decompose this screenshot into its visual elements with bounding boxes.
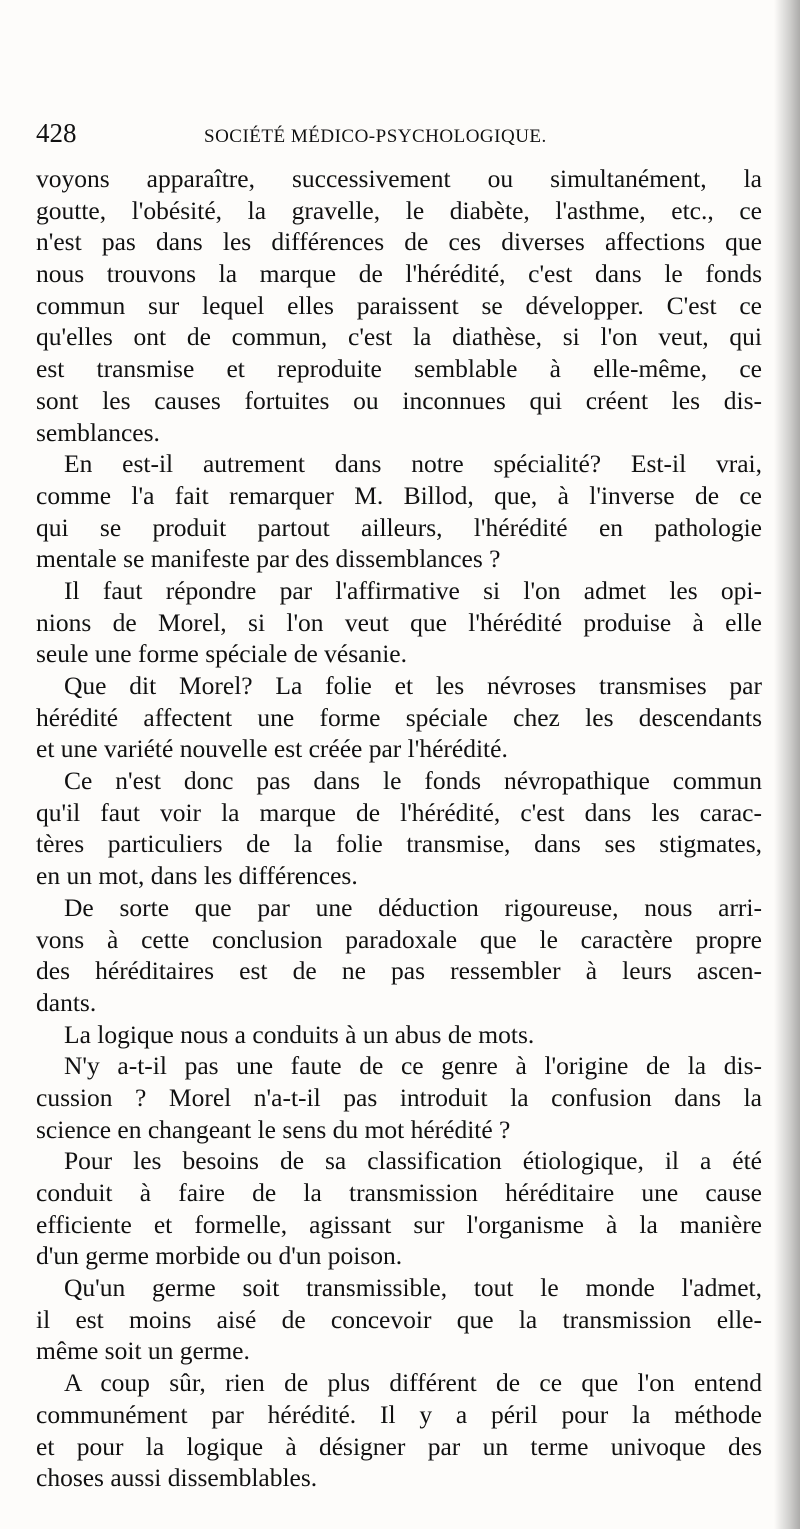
running-head: SOCIÉTÉ MÉDICO-PSYCHOLOGIQUE. — [204, 126, 547, 147]
text-line: goutte, l'obésité, la gravelle, le diabète, l'asthme, etc., ce — [36, 195, 762, 225]
text-line: voyons apparaître, successivement ou simultanément, la — [36, 164, 762, 193]
text-line: est transmise et reproduite semblable à elle-même, ce — [36, 354, 762, 384]
text-line: Il faut répondre par l'affirmative si l'on admet les opi- — [64, 575, 762, 605]
text-line: nions de Morel, si l'on veut que l'hérédité produise à elle — [36, 607, 762, 637]
page-number: 428 — [36, 118, 77, 148]
text-line: et pour la logique à désigner par un terme univoque des — [36, 1431, 762, 1461]
text-line: efficiente et formelle, agissant sur l'organisme à la manière — [36, 1209, 762, 1239]
text-line: De sorte que par une déduction rigoureuse, nous arri- — [64, 892, 762, 922]
text-line: des héréditaires est de ne pas ressembler à leurs ascen- — [36, 956, 762, 986]
text-line: qu'il faut voir la marque de l'hérédité, c'est dans les carac- — [36, 797, 762, 827]
text-line: d'un germe morbide ou d'un poison. — [36, 1241, 403, 1271]
text-line: et une variété nouvelle est créée par l'hérédité. — [36, 734, 508, 764]
text-line: communément par hérédité. Il y a péril pour la méthode — [36, 1399, 762, 1429]
text-line: cussion ? Morel n'a-t-il pas introduit la confusion dans la — [36, 1082, 762, 1112]
text-line: même soit un germe. — [36, 1336, 250, 1366]
text-line: sont les causes fortuites ou inconnues qui créent les dis- — [36, 385, 762, 415]
text-line: seule une forme spéciale de vésanie. — [36, 639, 407, 669]
text-line: comme l'a fait remarquer M. Billod, que, à l'inverse de ce — [36, 480, 762, 510]
text-line: il est moins aisé de concevoir que la transmission elle- — [36, 1304, 762, 1334]
page-header — [36, 118, 776, 158]
text-line: tères particuliers de la folie transmise, dans ses stigmates, — [36, 829, 762, 859]
text-line: qu'elles ont de commun, c'est la diathèse, si l'on veut, qui — [36, 322, 762, 352]
text-line: A coup sûr, rien de plus différent de ce que l'on entend — [64, 1368, 762, 1398]
text-line: commun sur lequel elles paraissent se développer. C'est ce — [36, 290, 762, 320]
text-line: mentale se manifeste par des dissemblances ? — [36, 544, 501, 574]
text-line: nous trouvons la marque de l'hérédité, c'est dans le fonds — [36, 259, 762, 289]
text-line: vons à cette conclusion paradoxale que le caractère propre — [36, 924, 762, 954]
text-line: science en changeant le sens du mot hérédité ? — [36, 1114, 511, 1144]
text-line: n'est pas dans les différences de ces diverses affections que — [36, 227, 762, 257]
text-line: N'y a-t-il pas une faute de ce genre à l'origine de la dis- — [64, 1051, 762, 1081]
text-line: semblances. — [36, 417, 160, 447]
text-line: Pour les besoins de sa classification étiologique, il a été — [64, 1146, 762, 1176]
text-line: en un mot, dans les différences. — [36, 861, 358, 891]
text-line: dants. — [36, 987, 97, 1017]
text-line: Que dit Morel? La folie et les névroses transmises par — [64, 671, 762, 700]
text-line: choses aussi dissemblables. — [36, 1463, 318, 1493]
text-line: En est-il autrement dans notre spécialité? Est-il vrai, — [64, 449, 762, 479]
text-line: conduit à faire de la transmission héréditaire une cause — [36, 1178, 762, 1207]
text-line: Ce n'est donc pas dans le fonds névropathique commun — [64, 766, 762, 796]
text-line: La logique nous a conduits à un abus de mots. — [64, 1019, 535, 1049]
text-line: qui se produit partout ailleurs, l'hérédité en pathologie — [36, 512, 762, 542]
text-line: hérédité affectent une forme spéciale chez les descendants — [36, 702, 762, 732]
page-edge-shadow — [774, 0, 800, 1529]
text-line: Qu'un germe soit transmissible, tout le monde l'admet, — [64, 1273, 762, 1303]
body-text — [36, 163, 762, 1494]
